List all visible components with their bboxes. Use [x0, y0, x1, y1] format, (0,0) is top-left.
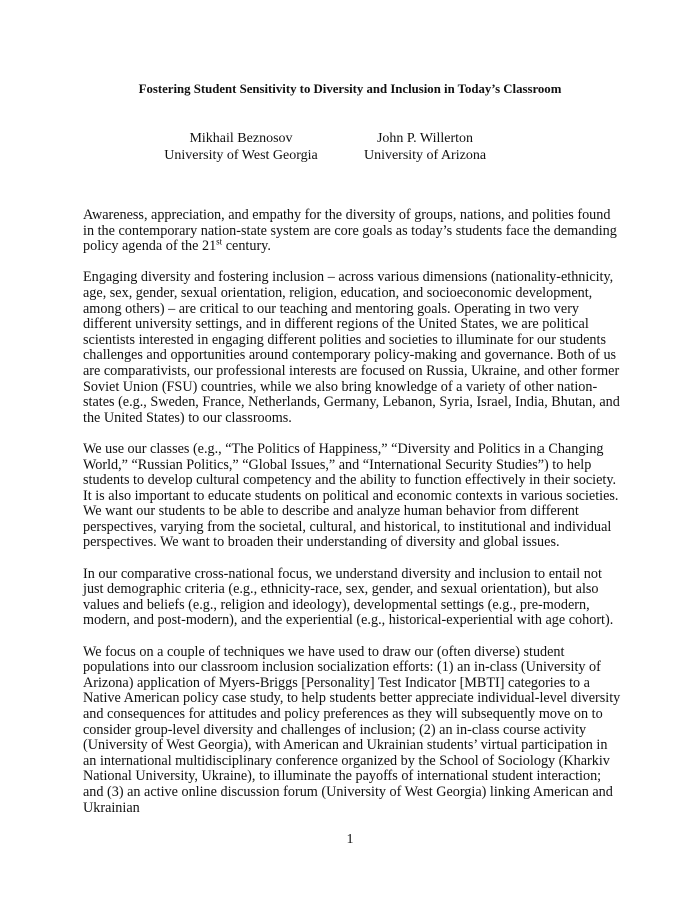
paragraph-1-text: Awareness, appreciation, and empathy for the diversity of groups, nations, and polities found in the contemporary nation-state system are core goals as today’s students face the demanding policy agenda of the 21: [83, 207, 617, 255]
paragraph-1: [83, 208, 623, 255]
paragraph-1-tail: century.: [222, 238, 271, 255]
author-1-name: Mikhail Beznosov: [189, 131, 293, 146]
author-1-affiliation: University of West Georgia: [164, 148, 318, 163]
paragraph-5: We focus on a couple of techniques we have used to draw our (often diverse) student populations into our classroom inclusion socialization efforts: (1) an in-class (University of Arizona) application of Myers-Briggs [Personality] Test Indicator [MBTI] categories to a Native American policy case study, to help students better appreciate individual-level diversity and consequences for attitudes and policy preferences as they will subsequently move on to consider group-level diversity and challenges of inclusion; (2) an in-class course activity (University of West Georgia), with American and Ukrainian students’ virtual participation in an international multidisciplinary conference organized by the School of Sociology (Kharkiv National University, Ukraine), to illuminate the payoffs of international student interaction; and (3) an active online discussion forum (University of West Georgia) linking American and Ukrainian: [83, 643, 621, 816]
author-2-name: John P. Willerton: [376, 131, 474, 146]
author-2: [325, 130, 525, 164]
paragraph-2: Engaging diversity and fostering inclusion – across various dimensions (nationality-ethnicity, age, sex, gender, sexual orientation, religion, education, and socioeconomic development, among others) – are critical to our teaching and mentoring goals. Operating in two very different university settings, and in different regions of the United States, we are political scientists interested in engaging different polities and societies to illuminate for our students challenges and opportunities around contemporary policy-making and governance. Both of us are comparativists, our professional interests are focused on Russia, Ukraine, and other former Soviet Union (FSU) countries, while we also bring knowledge of a variety of other nation-states (e.g., Sweden, France, Netherlands, Germany, Lebanon, Syria, Israel, India, Bhutan, and the United States) to our classrooms.: [83, 269, 620, 426]
paragraph-1-superscript: st: [216, 236, 223, 247]
paragraph-3: We use our classes (e.g., “The Politics of Happiness,” “Diversity and Politics in a Changing World,” “Russian Politics,” “Global Issues,” and “International Security Studies”) to help students to develop cultural competency and the ability to function effectively in their society. It is also important to educate students on political and economic contexts in various societies. We want our students to be able to describe and analyze human behavior from different perspectives, varying from the societal, cultural, and historical, to institutional and individual perspectives. We want to broaden their understanding of diversity and global issues.: [83, 440, 619, 551]
paragraph-4: In our comparative cross-national focus, we understand diversity and inclusion to entail not just demographic criteria (e.g., ethnicity-race, sex, gender, and sexual orientation), but also values and beliefs (e.g., religion and ideology), developmental settings (e.g., pre-modern, modern, and post-modern), and the experiential (e.g., historical-experiential with age cohort).: [83, 565, 614, 629]
author-2-affiliation: University of Arizona: [363, 148, 487, 163]
document-title: Fostering Student Sensitivity to Diversity and Inclusion in Today’s Classroom: [138, 82, 562, 96]
author-1: [141, 130, 341, 164]
document-body: [83, 208, 623, 832]
page-number: 1: [346, 832, 354, 847]
